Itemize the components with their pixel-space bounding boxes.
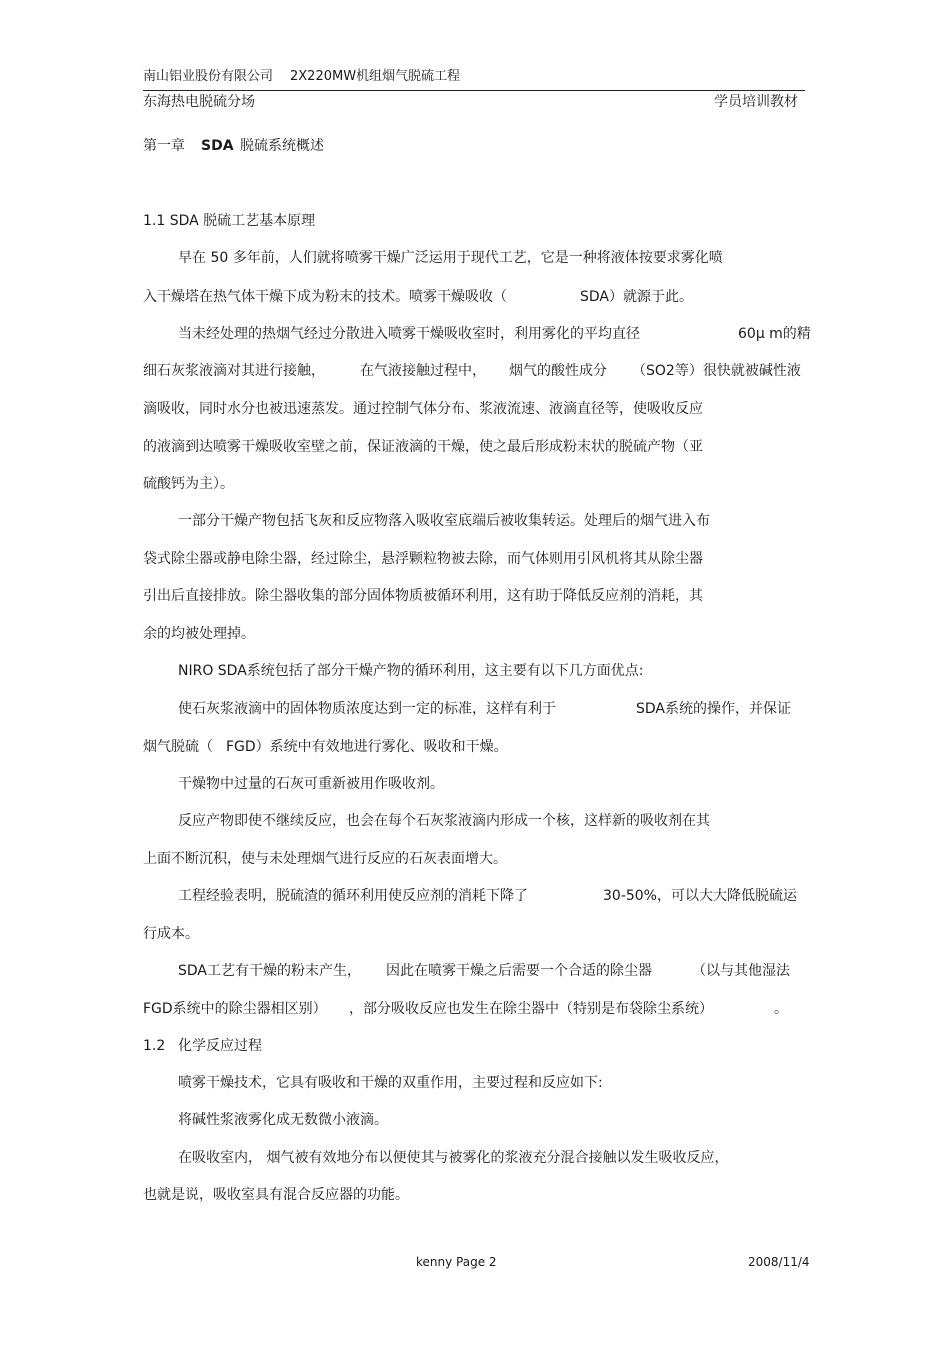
body-line: 袋式除尘器或静电除尘器，经过除尘，悬浮颗粒物被去除，而气体则用引风机将其从除尘器: [143, 551, 703, 567]
body-line: ，部分吸收反应也发生在除尘器中（特别是布袋除尘系统）: [349, 1001, 713, 1017]
body-line: 的液滴到达喷雾干燥吸收室壁之前，保证液滴的干燥，使之最后形成粉末状的脱硫产物（亚: [143, 439, 703, 455]
body-line: FGD系统中的除尘器相区别）: [143, 1001, 327, 1017]
body-line: 因此在喷雾干燥之后需要一个合适的除尘器: [386, 963, 652, 979]
body-line: 余的均被处理掉。: [143, 626, 255, 642]
body-line: 工程经验表明，脱硫渣的循环利用使反应剂的消耗下降了: [178, 888, 528, 904]
body-line: 入干燥塔在热气体干燥下成为粉末的技术。喷雾干燥吸收（: [143, 289, 507, 305]
body-line: 使石灰浆液滴中的固体物质浓度达到一定的标准，这样有利于: [178, 701, 556, 717]
body-line: 将碱性浆液雾化成无数微小液滴。: [178, 1112, 388, 1128]
body-line: 也就是说，吸收室具有混合反应器的功能。: [143, 1187, 409, 1203]
body-line: 在气液接触过程中，: [360, 363, 486, 379]
body-line: SDA）就源于此。: [580, 289, 693, 305]
header-company: 南山铝业股份有限公司: [143, 69, 274, 84]
body-line: 上面不断沉积，使与未处理烟气进行反应的石灰表面增大。: [143, 851, 507, 867]
section-1-2-title: 化学反应过程: [178, 1038, 262, 1054]
body-line: 当未经处理的热烟气经过分散进入喷雾干燥吸收室时，利用雾化的平均直径: [178, 326, 640, 342]
body-line: 烟气的酸性成分: [509, 363, 607, 379]
chapter-code: SDA: [201, 138, 234, 154]
body-line: 硫酸钙为主）。: [143, 476, 234, 492]
body-line: 在吸收室内， 烟气被有效地分布以便使其与被雾化的浆液充分混合接触以发生吸收反应，: [178, 1150, 729, 1166]
body-line: SDA系统的操作，并保证: [636, 701, 791, 717]
body-line: 行成本。: [143, 926, 199, 942]
body-line: SDA工艺有干燥的粉末产生，: [178, 963, 361, 979]
body-line: 30-50%，可以大大降低脱硫运: [603, 888, 797, 904]
chapter-prefix: 第一章: [143, 138, 185, 154]
body-line: 60μ m的精: [738, 326, 811, 342]
section-1-1-heading: 1.1 SDA 脱硫工艺基本原理: [143, 213, 316, 229]
body-line: 一部分干燥产物包括飞灰和反应物落入吸收室底端后被收集转运。处理后的烟气进入布: [178, 513, 710, 529]
body-line: FGD）系统中有效地进行雾化、吸收和干燥。: [226, 739, 508, 755]
header-project: 2X220MW机组烟气脱硫工程: [290, 69, 461, 84]
header-doc-type: 学员培训教材: [714, 94, 798, 110]
body-line: 细石灰浆液滴对其进行接触，: [143, 363, 325, 379]
body-line: 干燥物中过量的石灰可重新被用作吸收剂。: [178, 776, 444, 792]
body-line: 喷雾干燥技术，它具有吸收和干燥的双重作用，主要过程和反应如下:: [178, 1075, 603, 1091]
body-line: 早在 50 多年前，人们就将喷雾干燥广泛运用于现代工艺，它是一种将液体按要求雾化喷: [178, 250, 723, 266]
chapter-title: 脱硫系统概述: [240, 138, 324, 154]
body-line: 。: [774, 1001, 788, 1017]
body-line: （以与其他湿法: [692, 963, 790, 979]
body-line: NIRO SDA系统包括了部分干燥产物的循环利用，这主要有以下几方面优点:: [178, 663, 644, 679]
body-line: 反应产物即使不继续反应，也会在每个石灰浆液滴内形成一个核，这样新的吸收剂在其: [178, 813, 710, 829]
header-rule: [143, 90, 805, 91]
footer-date: 2008/11/4: [748, 1255, 810, 1269]
section-1-2-number: 1.2: [143, 1038, 166, 1054]
body-line: （SO2等）很快就被碱性液: [632, 363, 801, 379]
body-line: 滴吸收，同时水分也被迅速蒸发。通过控制气体分布、浆液流速、液滴直径等，使吸收反应: [143, 401, 703, 417]
body-line: 烟气脱硫（: [143, 739, 213, 755]
footer-page: kenny Page 2: [416, 1255, 497, 1269]
body-line: 引出后直接排放。除尘器收集的部分固体物质被循环利用，这有助于降低反应剂的消耗，其: [143, 588, 703, 604]
header-site: 东海热电脱硫分场: [143, 94, 255, 110]
